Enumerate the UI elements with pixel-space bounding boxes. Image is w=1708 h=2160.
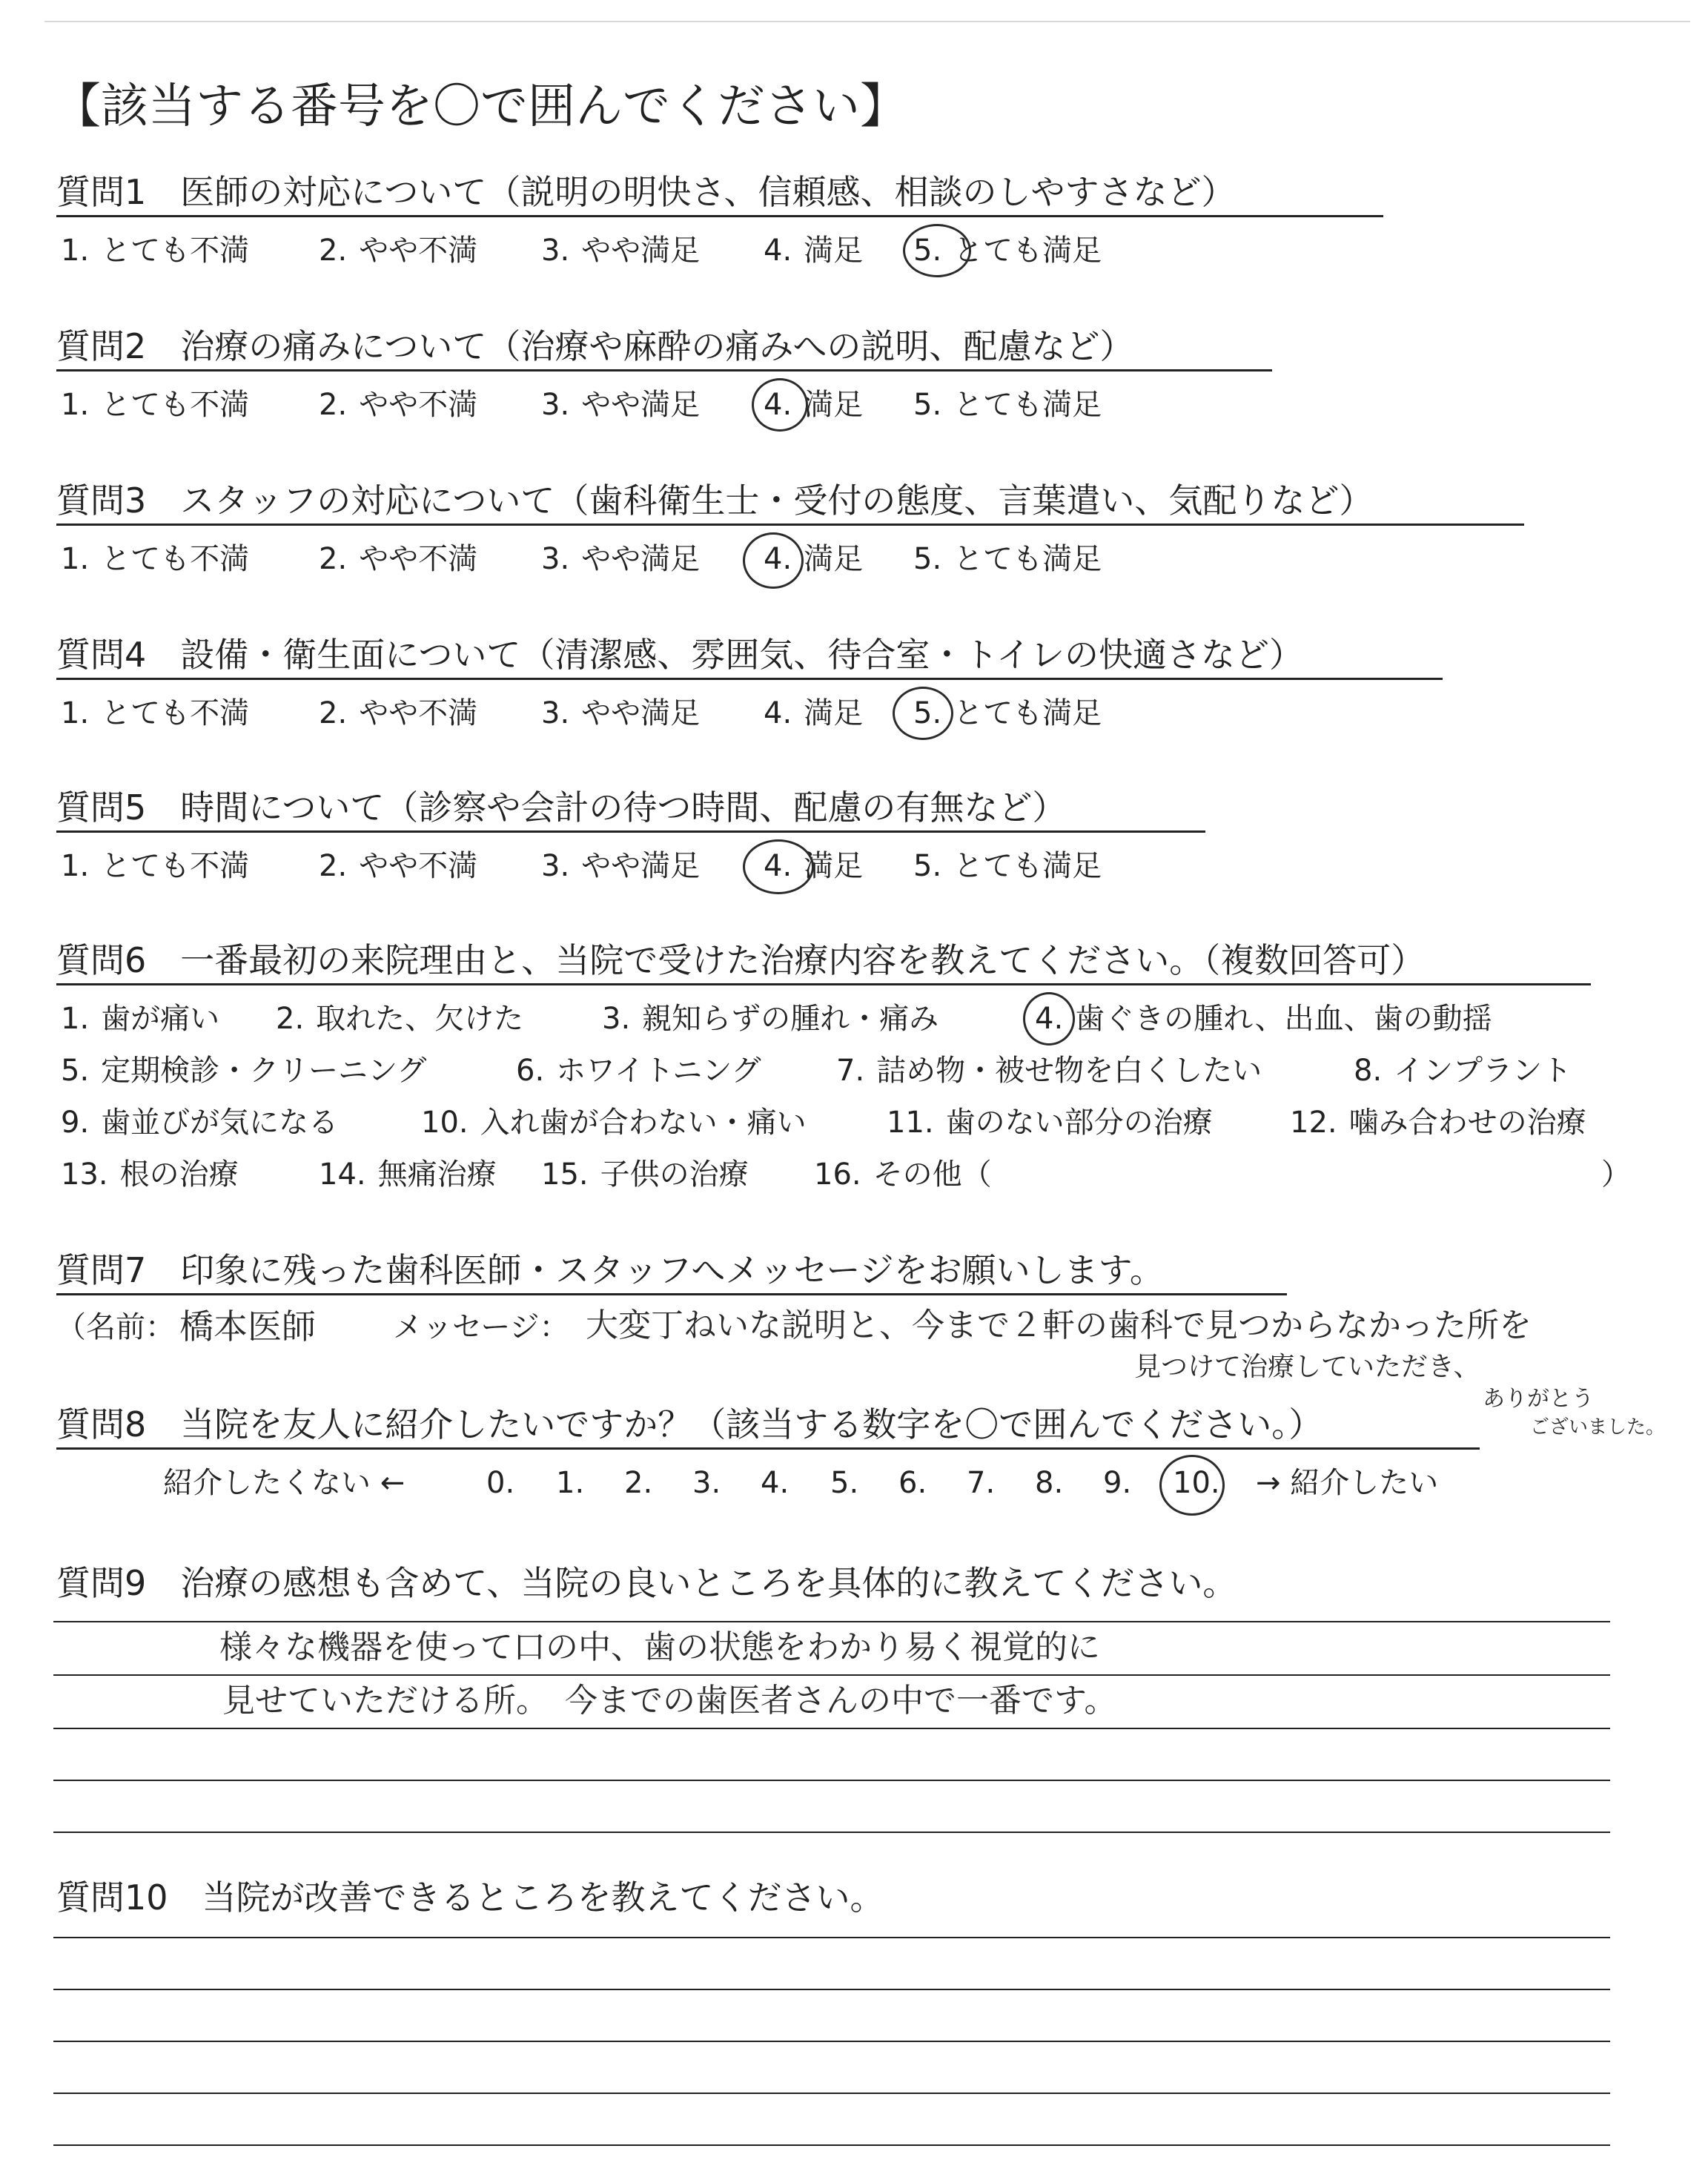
- q5-option-2[interactable]: 2. やや不満: [319, 849, 478, 883]
- q10-answer-line-4: [53, 2093, 1610, 2094]
- q9-title: 質問9 治療の感想も含めて、当院の良いところを具体的に教えてください。: [56, 1563, 1237, 1603]
- q6-option-5[interactable]: 5. 定期検診・クリーニング: [61, 1054, 427, 1088]
- q8-option-3[interactable]: 3.: [692, 1466, 721, 1500]
- q4-selection-circle: [893, 687, 953, 740]
- q3-underline: [56, 524, 1524, 526]
- q6-option-1[interactable]: 1. 歯が痛い: [61, 1002, 220, 1036]
- page-header: 【該当する番号を〇で囲んでください】: [53, 79, 907, 134]
- q3-option-5[interactable]: 5. とても満足: [913, 542, 1102, 576]
- q1-selection-circle: [903, 224, 971, 277]
- q2-option-1[interactable]: 1. とても不満: [61, 388, 250, 422]
- q6-other-close-paren: ）: [1601, 1157, 1631, 1192]
- q9-answer-line-3: [53, 1728, 1610, 1729]
- q9-answer-line-5: [53, 1832, 1610, 1833]
- q6-selection-circle: [1023, 992, 1075, 1046]
- q10-answer-line-5: [53, 2144, 1610, 2146]
- q6-option-11[interactable]: 11. 歯のない部分の治療: [887, 1106, 1213, 1140]
- q9-answer-line-4: [53, 1780, 1610, 1781]
- q3-option-2[interactable]: 2. やや不満: [319, 542, 478, 576]
- q4-option-1[interactable]: 1. とても不満: [61, 696, 250, 730]
- q2-title: 質問2 治療の痛みについて（治療や麻酔の痛みへの説明、配慮など）: [56, 326, 1134, 366]
- q5-option-3[interactable]: 3. やや満足: [541, 849, 701, 883]
- q2-option-2[interactable]: 2. やや不満: [319, 388, 478, 422]
- q4-underline: [56, 678, 1443, 680]
- q6-option-13[interactable]: 13. 根の治療: [61, 1157, 239, 1192]
- q7-message-handwritten-line3: ありがとう: [1483, 1386, 1594, 1412]
- q7-underline: [56, 1293, 1287, 1295]
- q6-option-10[interactable]: 10. 入れ歯が合わない・痛い: [421, 1106, 807, 1140]
- q7-message-label: メッセージ：: [393, 1310, 569, 1344]
- q8-selection-circle: [1159, 1455, 1225, 1516]
- q6-option-6[interactable]: 6. ホワイトニング: [516, 1054, 761, 1088]
- q3-selection-circle: [743, 532, 804, 589]
- q8-left-label: 紹介したくない ←: [163, 1466, 406, 1500]
- q10-title: 質問10 当院が改善できるところを教えてください。: [56, 1877, 884, 1918]
- q4-option-3[interactable]: 3. やや満足: [541, 696, 701, 730]
- q9-answer-handwritten-line2: 見せていただける所。 今までの歯医者さんの中で一番です。: [222, 1682, 1117, 1720]
- q4-option-4[interactable]: 4. 満足: [764, 696, 864, 730]
- q1-title: 質問1 医師の対応について（説明の明快さ、信頼感、相談のしやすさなど）: [56, 172, 1236, 212]
- q8-option-10[interactable]: 10.: [1173, 1466, 1220, 1500]
- q2-underline: [56, 369, 1272, 371]
- q6-option-3[interactable]: 3. 親知らずの腫れ・痛み: [602, 1002, 939, 1036]
- q8-option-2[interactable]: 2.: [624, 1466, 653, 1500]
- q6-option-12[interactable]: 12. 噛み合わせの治療: [1290, 1106, 1586, 1140]
- q9-answer-handwritten-line1: 様々な機器を使って口の中、歯の状態をわかり易く視覚的に: [219, 1628, 1100, 1666]
- q6-option-7[interactable]: 7. 詰め物・被せ物を白くしたい: [836, 1054, 1262, 1088]
- q2-option-5[interactable]: 5. とても満足: [913, 388, 1102, 422]
- q2-option-3[interactable]: 3. やや満足: [541, 388, 701, 422]
- q6-option-9[interactable]: 9. 歯並びが気になる: [61, 1106, 339, 1140]
- q8-option-8[interactable]: 8.: [1035, 1466, 1064, 1500]
- q7-message-handwritten-line2: 見つけて治療していただき、: [1134, 1352, 1480, 1382]
- q4-title: 質問4 設備・衛生面について（清潔感、雰囲気、待合室・トイレの快適さなど）: [56, 635, 1304, 675]
- q7-message-handwritten-line1: 大変丁ねいな説明と、今まで２軒の歯科で見つからなかった所を: [586, 1307, 1532, 1344]
- q6-underline: [56, 983, 1591, 985]
- q3-option-1[interactable]: 1. とても不満: [61, 542, 250, 576]
- q6-option-8[interactable]: 8. インプラント: [1354, 1054, 1572, 1088]
- q6-option-16[interactable]: 16. その他（: [814, 1157, 992, 1192]
- q8-title: 質問8 当院を友人に紹介したいですか？（該当する数字を〇で囲んでください。）: [56, 1404, 1323, 1444]
- q9-answer-line-1: [53, 1621, 1610, 1622]
- q5-underline: [56, 830, 1205, 833]
- q5-option-5[interactable]: 5. とても満足: [913, 849, 1102, 883]
- q3-option-4[interactable]: 4. 満足: [764, 542, 864, 576]
- q8-option-4[interactable]: 4.: [761, 1466, 790, 1500]
- q4-option-2[interactable]: 2. やや不満: [319, 696, 478, 730]
- q9-answer-line-2: [53, 1674, 1610, 1676]
- q7-message-handwritten-line4: ございました。: [1530, 1416, 1666, 1439]
- q6-option-2[interactable]: 2. 取れた、欠けた: [276, 1002, 524, 1036]
- q8-option-6[interactable]: 6.: [898, 1466, 927, 1500]
- q8-option-9[interactable]: 9.: [1103, 1466, 1132, 1500]
- q8-option-0[interactable]: 0.: [486, 1466, 515, 1500]
- q5-selection-circle: [743, 839, 814, 894]
- q8-underline: [56, 1447, 1480, 1450]
- q7-name-label: （名前：: [56, 1310, 175, 1344]
- q5-option-1[interactable]: 1. とても不満: [61, 849, 250, 883]
- q10-answer-line-1: [53, 1937, 1610, 1938]
- q8-option-5[interactable]: 5.: [830, 1466, 859, 1500]
- q3-title: 質問3 スタッフの対応について（歯科衛生士・受付の態度、言葉遣い、気配りなど）: [56, 480, 1374, 521]
- q7-title: 質問7 印象に残った歯科医師・スタッフへメッセージをお願いします。: [56, 1250, 1164, 1290]
- q8-right-label: → 紹介したい: [1256, 1466, 1439, 1500]
- q6-title: 質問6 一番最初の来院理由と、当院で受けた治療内容を教えてください。（複数回答可）: [56, 940, 1426, 980]
- q3-option-3[interactable]: 3. やや満足: [541, 542, 701, 576]
- q1-option-3[interactable]: 3. やや満足: [541, 234, 701, 268]
- q1-option-2[interactable]: 2. やや不満: [319, 234, 478, 268]
- q1-underline: [56, 215, 1383, 217]
- q6-option-15[interactable]: 15. 子供の治療: [541, 1157, 749, 1192]
- q8-option-7[interactable]: 7.: [967, 1466, 996, 1500]
- page-top-rule: [44, 21, 1690, 22]
- q10-answer-line-3: [53, 2041, 1610, 2042]
- q2-option-4[interactable]: 4. 満足: [764, 388, 864, 422]
- q5-option-4[interactable]: 4. 満足: [764, 849, 864, 883]
- q5-title: 質問5 時間について（診察や会計の待つ時間、配慮の有無など）: [56, 787, 1067, 828]
- q8-option-1[interactable]: 1.: [556, 1466, 585, 1500]
- q1-option-5[interactable]: 5. とても満足: [913, 234, 1102, 268]
- q7-name-handwritten: 橋本医師: [179, 1307, 316, 1347]
- q1-option-1[interactable]: 1. とても不満: [61, 234, 250, 268]
- q10-answer-line-2: [53, 1989, 1610, 1990]
- q4-option-5[interactable]: 5. とても満足: [913, 696, 1102, 730]
- q6-option-4[interactable]: 4. 歯ぐきの腫れ、出血、歯の動揺: [1035, 1002, 1492, 1036]
- q2-selection-circle: [752, 378, 808, 432]
- q1-option-4[interactable]: 4. 満足: [764, 234, 864, 268]
- q6-option-14[interactable]: 14. 無痛治療: [319, 1157, 497, 1192]
